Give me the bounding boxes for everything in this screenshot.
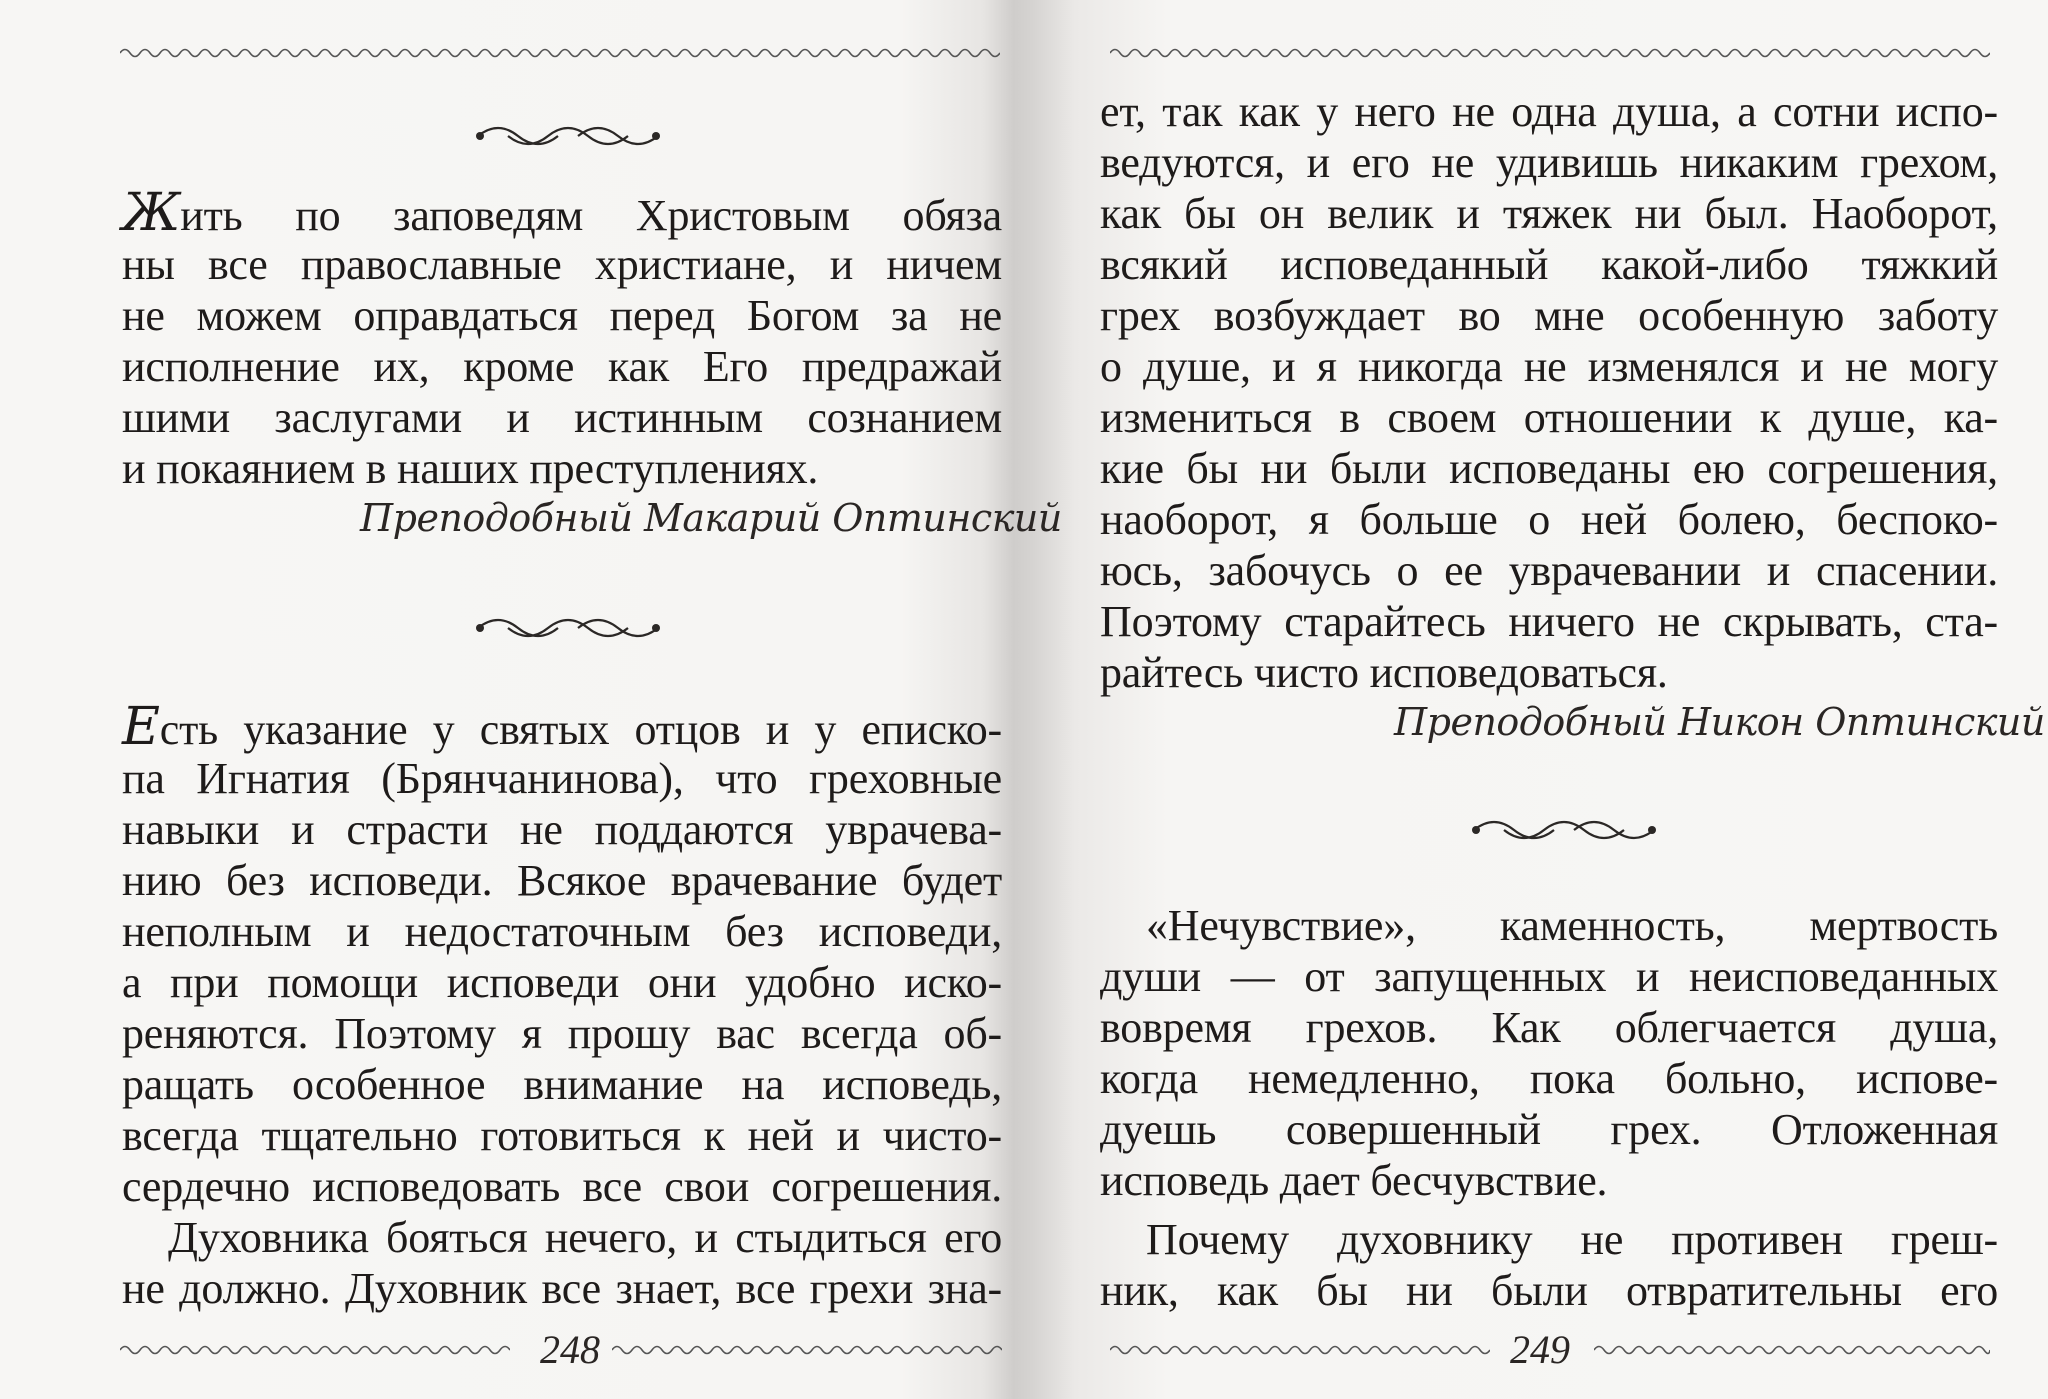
text-line: ращать особенное внимание на исповедь, (122, 1060, 1002, 1109)
right-page (1024, 0, 2048, 1399)
text-line: ник, как бы ни были отвратительны его (1100, 1266, 1998, 1315)
text-line: как бы он велик и тяжек ни был. Наоборот, (1100, 189, 1998, 238)
text-line: навыки и страсти не поддаются уврачева- (122, 805, 1002, 854)
text-line: ведуются, и его не удивишь никаким грехом, (1100, 138, 1998, 187)
text-line: а при помощи исповеди они удобно иско- (122, 958, 1002, 1007)
text-line: исповедь дает бесчувствие. (1100, 1156, 1608, 1205)
text-line: исполнение их, кроме как Его предражай (122, 342, 1002, 391)
text-line: когда немедленно, пока больно, испове- (1100, 1054, 1998, 1103)
text-line: не должно. Духовник все знает, все грехи зна- (122, 1264, 1002, 1313)
bottom-ornament-border-left (120, 1341, 510, 1359)
text-line: райтесь чисто исповедоваться. (1100, 648, 1668, 697)
text-line: души — от запущенных и неисповеданных (1100, 952, 1998, 1001)
signature-nikon: Преподобный Никон Оптинский (1394, 700, 2045, 744)
quote-insensibility (1100, 900, 1998, 1316)
line-text: ить по заповедям Христовым обяза (180, 191, 1002, 240)
ornament-divider-icon (468, 116, 668, 156)
signature-makarius: Преподобный Макарий Оптинский (360, 496, 1062, 540)
quote-makarius (122, 183, 1002, 494)
text-line: вовремя грехов. Как облегчается душа, (1100, 1003, 1998, 1052)
text-line: о душе, и я никогда не изменялся и не могу (1100, 342, 1998, 391)
text-line: юсь, забочусь о ее уврачевании и спасении. (1100, 546, 1998, 595)
ornament-divider-icon (1464, 810, 1664, 850)
text-line: ет, так как у него не одна душа, а сотни испо- (1100, 87, 1998, 136)
text-line: измениться в своем отношении к душе, ка- (1100, 393, 1998, 442)
text-line: Есть указание у святых отцов и у еписко- (122, 697, 1002, 757)
text-line: и покаянием в наших преступлениях. (122, 444, 819, 493)
text-line: сердечно исповедовать все свои согрешения. (122, 1162, 1002, 1211)
text-line: шими заслугами и истинным сознанием (122, 393, 1002, 442)
text-line: нию без исповеди. Всякое врачевание будет (122, 856, 1002, 905)
text-line: всегда тщательно готовиться к ней и чисто- (122, 1111, 1002, 1160)
text-line: не можем оправдаться перед Богом за не (122, 291, 1002, 340)
text-line: Почему духовнику не противен греш- (1146, 1215, 1998, 1264)
page-number: 249 (1510, 1327, 1570, 1372)
text-line: наоборот, я больше о ней болею, беспоко- (1100, 495, 1998, 544)
bottom-ornament-border-right (612, 1341, 1002, 1359)
page-number: 248 (540, 1327, 600, 1372)
bottom-ornament-border-left (1110, 1341, 1490, 1359)
text-line: всякий исповеданный какой-либо тяжкий (1100, 240, 1998, 289)
line-text: сть указание у святых отцов и у еписко- (159, 705, 1002, 754)
top-ornament-border (120, 44, 1000, 62)
text-line: неполным и недостаточным без исповеди, (122, 907, 1002, 956)
text-line: реняются. Поэтому я прошу вас всегда об- (122, 1009, 1002, 1058)
text-line: ны все православные христиане, и ничем (122, 240, 1002, 289)
quote-nikon-continued (1100, 86, 1998, 698)
ornament-divider-icon (468, 608, 668, 648)
text-line: дуешь совершенный грех. Отложенная (1100, 1105, 1998, 1154)
top-ornament-border (1110, 44, 1990, 62)
text-line: кие бы ни были исповеданы ею согрешения, (1100, 444, 1998, 493)
text-line: Жить по заповедям Христовым обяза (122, 183, 1002, 243)
text-line: грех возбуждает во мне особенную заботу (1100, 291, 1998, 340)
quote-confession-left (122, 697, 1002, 1314)
text-line: Духовника бояться нечего, и стыдиться его (168, 1213, 1002, 1262)
text-line: «Нечувствие», каменность, мертвость (1146, 901, 1998, 950)
bottom-ornament-border-right (1594, 1341, 1990, 1359)
text-line: па Игнатия (Брянчанинова), что греховные (122, 754, 1002, 803)
text-line: Поэтому старайтесь ничего не скрывать, ста- (1100, 597, 1998, 646)
